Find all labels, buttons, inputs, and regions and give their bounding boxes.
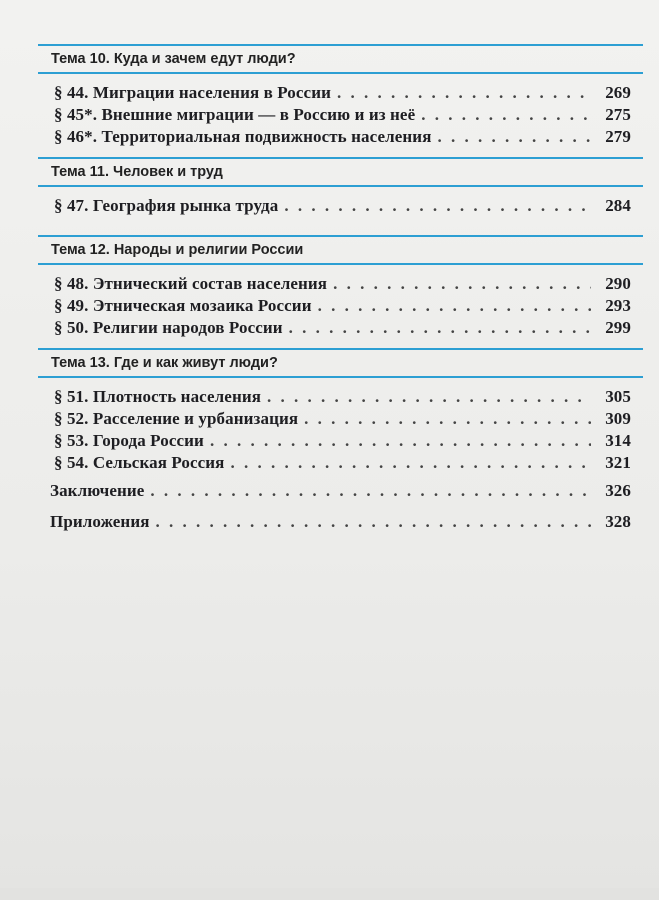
toc-entry-page: 299 <box>605 318 631 337</box>
toc-entry-54[interactable] <box>38 452 643 474</box>
toc-entry-48[interactable] <box>38 273 643 295</box>
topic-10-entries <box>38 74 643 148</box>
appendix-section <box>38 511 643 533</box>
toc-entry-title: Приложения <box>50 512 150 531</box>
leader-dots <box>150 480 591 502</box>
toc-entry-51[interactable] <box>38 386 643 408</box>
topic-13-heading: Тема 13. Где и как живут люди? <box>38 350 643 378</box>
toc-entry-page: 328 <box>605 512 631 531</box>
topic-11-entries <box>38 187 643 217</box>
toc-entry-title: § 51. Плотность населения <box>54 387 262 406</box>
leader-dots <box>318 295 591 317</box>
toc-entry-page: 326 <box>605 481 631 500</box>
toc-entry-50[interactable] <box>38 317 643 339</box>
toc-entry-page: 269 <box>605 83 631 102</box>
toc-entry-title: § 50. Религии народов России <box>54 318 283 337</box>
toc-entry-conclusion[interactable] <box>38 480 643 502</box>
leader-dots <box>267 386 591 408</box>
page-bottom-shadow <box>0 888 659 900</box>
toc-entry-title: § 53. Города России <box>54 431 204 450</box>
leader-dots <box>230 452 591 474</box>
toc-entry-title: § 46*. Территориальная подвижность населения <box>54 127 432 146</box>
toc-entry-page: 314 <box>605 431 631 450</box>
toc-entry-page: 275 <box>605 105 631 124</box>
toc-entry-appendix[interactable] <box>38 511 643 533</box>
toc-entry-title: § 48. Этнический состав населения <box>54 274 328 293</box>
topic-12-heading: Тема 12. Народы и религии России <box>38 237 643 265</box>
topic-11-heading: Тема 11. Человек и труд <box>38 159 643 187</box>
toc-entry-47[interactable] <box>38 195 643 217</box>
leader-dots <box>289 317 591 339</box>
toc-entry-title: Заключение <box>50 481 145 500</box>
toc-entry-page: 305 <box>605 387 631 406</box>
toc-entry-45[interactable] <box>38 104 643 126</box>
leader-dots <box>333 273 591 295</box>
toc-entry-title: § 49. Этническая мозаика России <box>54 296 312 315</box>
toc-entry-44[interactable] <box>38 82 643 104</box>
toc-entry-title: § 52. Расселение и урбанизация <box>54 409 299 428</box>
toc-entry-page: 293 <box>605 296 631 315</box>
toc-entry-page: 279 <box>605 127 631 146</box>
toc-entry-title: § 45*. Внешние миграции — в Россию и из неё <box>54 105 416 124</box>
toc-entry-53[interactable] <box>38 430 643 452</box>
topic-13-entries <box>38 378 643 474</box>
leader-dots <box>284 195 591 217</box>
toc-entry-title: § 54. Сельская Россия <box>54 453 225 472</box>
leader-dots <box>421 104 591 126</box>
leader-dots <box>337 82 591 104</box>
toc-entry-page: 290 <box>605 274 631 293</box>
toc-entry-page: 309 <box>605 409 631 428</box>
topic-13-section <box>38 348 643 474</box>
topic-10-heading: Тема 10. Куда и зачем едут люди? <box>38 46 643 74</box>
leader-dots <box>156 511 591 533</box>
toc-entry-title: § 47. География рынка труда <box>54 196 279 215</box>
toc-entry-49[interactable] <box>38 295 643 317</box>
conclusion-section <box>38 480 643 502</box>
topic-10-section <box>38 44 643 148</box>
topic-12-section <box>38 235 643 339</box>
leader-dots <box>304 408 591 430</box>
toc-entry-page: 321 <box>605 453 631 472</box>
topic-11-section <box>38 157 643 217</box>
topic-12-entries <box>38 265 643 339</box>
toc-entry-46[interactable] <box>38 126 643 148</box>
toc-entry-title: § 44. Миграции населения в России <box>54 83 331 102</box>
toc-entry-52[interactable] <box>38 408 643 430</box>
toc-entry-page: 284 <box>605 196 631 215</box>
leader-dots <box>438 126 592 148</box>
leader-dots <box>210 430 591 452</box>
